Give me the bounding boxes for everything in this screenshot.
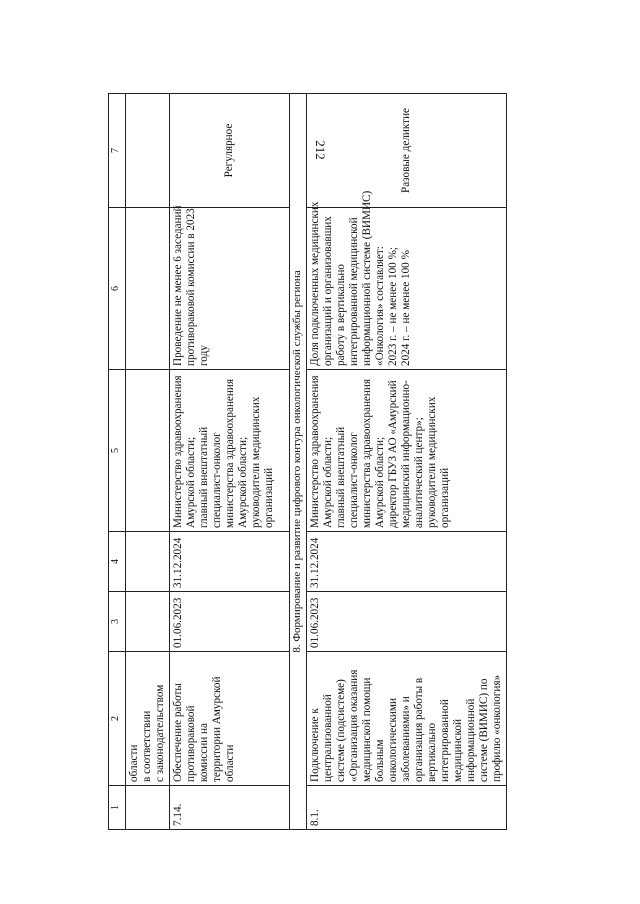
title-line: Обеспечение работы xyxy=(172,683,184,782)
cell-title xyxy=(170,652,290,786)
title-line: медицинской xyxy=(452,719,464,782)
table-row-7-14 xyxy=(170,94,290,830)
header-col-4: 4 xyxy=(109,532,126,592)
cell-type xyxy=(126,94,170,208)
cell-num: 7.14. xyxy=(170,786,290,830)
cell-type: Регулярное xyxy=(170,94,290,208)
result-line: 2023 г. – не менее 100 %; xyxy=(387,247,399,366)
result-line: организаций и организовавших xyxy=(322,216,334,366)
title-line: области xyxy=(128,744,140,782)
header-col-1: 1 xyxy=(109,786,126,830)
section-title: 8. Формирование и развитие цифрового контура онкологической службы региона xyxy=(290,94,307,830)
title-line: системе (подсистеме) xyxy=(335,679,347,782)
cell-end-date: 31.12.2024 xyxy=(307,532,507,592)
cell-start-date: 01.06.2023 xyxy=(307,592,507,652)
cell-result xyxy=(126,208,170,370)
result-line: информационной системе (ВИМИС) xyxy=(361,190,373,366)
title-line: области xyxy=(224,744,236,782)
result-line: году xyxy=(198,345,210,366)
table-area xyxy=(108,94,526,830)
page-number: 212 xyxy=(313,140,328,160)
header-col-7: 7 xyxy=(109,94,126,208)
result-line: интегрированной медицинской xyxy=(348,217,360,366)
header-row xyxy=(109,94,126,830)
section-row-8 xyxy=(290,94,307,830)
header-col-6: 6 xyxy=(109,208,126,370)
responsible-line: организаций xyxy=(263,467,275,528)
cell-end-date: 31.12.2024 xyxy=(170,532,290,592)
result-line: «Онкология» составляет: xyxy=(374,246,386,366)
result-line: работу в вертикально xyxy=(335,263,347,366)
title-line: медицинской помощи xyxy=(361,677,373,782)
responsible-line: Амурской области; xyxy=(374,436,386,528)
title-line: противораковой xyxy=(185,705,197,782)
continuation-row xyxy=(126,94,170,830)
responsible-line: аналитический центр»; xyxy=(413,417,425,528)
title-line: в соответствии xyxy=(141,710,153,782)
title-line: комиссии на xyxy=(198,723,210,782)
cell-end xyxy=(126,532,170,592)
title-line: «Организация оказания xyxy=(348,669,360,782)
responsible-line: организаций xyxy=(439,467,451,528)
responsible-line: главный внештатный xyxy=(335,426,347,528)
rotated-table-container xyxy=(108,94,526,830)
responsible-line: специалист-онколог xyxy=(348,432,360,528)
cell-num xyxy=(126,786,170,830)
responsible-line: директор ГБУЗ АО «Амурский xyxy=(387,380,399,528)
result-line: противораковой комиссии в 2023 xyxy=(185,208,197,366)
title-line: больным xyxy=(374,739,386,782)
title-line: вертикально xyxy=(426,722,438,782)
cell-title xyxy=(126,652,170,786)
cell-responsible xyxy=(126,370,170,532)
result-line: Проведение не менее 6 заседаний xyxy=(172,205,184,366)
cell-result xyxy=(307,190,507,370)
responsible-line: министерства здравоохранения xyxy=(361,378,373,528)
responsible-line: Амурской области; xyxy=(185,436,197,528)
title-line: системе (ВИМИС) по xyxy=(478,678,490,782)
cell-start xyxy=(126,592,170,652)
responsible-line: главный внештатный xyxy=(198,426,210,528)
result-line: Доля подключенных медицинских xyxy=(309,201,321,366)
responsible-line: Министерство здравоохранения xyxy=(309,375,321,528)
header-col-2: 2 xyxy=(109,652,126,786)
title-line: онкологическими xyxy=(387,698,399,782)
title-line: территории Амурской xyxy=(211,676,223,782)
title-line: заболеваниями» и xyxy=(400,696,412,782)
result-line: 2024 г. – не менее 100 % xyxy=(400,250,412,366)
responsible-line: министерства здравоохранения xyxy=(224,378,236,528)
plan-table xyxy=(108,93,507,830)
responsible-line: медицинский информационно- xyxy=(400,380,412,528)
title-line: Подключение к xyxy=(309,708,321,782)
cell-title xyxy=(307,652,507,786)
table-row-8-1 xyxy=(307,94,507,830)
title-line: централизованной xyxy=(322,694,334,782)
responsible-line: Амурской области; xyxy=(237,436,249,528)
title-line: с законодательством xyxy=(154,684,166,782)
responsible-line: специалист-онколог xyxy=(211,432,223,528)
cell-num: 8.1. xyxy=(307,786,507,830)
cell-start-date: 01.06.2023 xyxy=(170,592,290,652)
responsible-line: руководители медицинских xyxy=(426,396,438,528)
cell-type: Разовые деликтие xyxy=(307,94,507,208)
title-line: интегрированной xyxy=(439,699,451,782)
title-line: организация работы в xyxy=(413,677,425,782)
title-line: информационной xyxy=(465,698,477,782)
responsible-line: Амурской области; xyxy=(322,436,334,528)
title-line: профилю «онкология» xyxy=(491,674,503,782)
cell-responsible xyxy=(170,370,290,532)
header-col-5: 5 xyxy=(109,370,126,532)
cell-result xyxy=(170,205,290,370)
header-col-3: 3 xyxy=(109,592,126,652)
responsible-line: руководители медицинских xyxy=(250,396,262,528)
cell-responsible xyxy=(307,370,507,532)
responsible-line: Министерство здравоохранения xyxy=(172,375,184,528)
